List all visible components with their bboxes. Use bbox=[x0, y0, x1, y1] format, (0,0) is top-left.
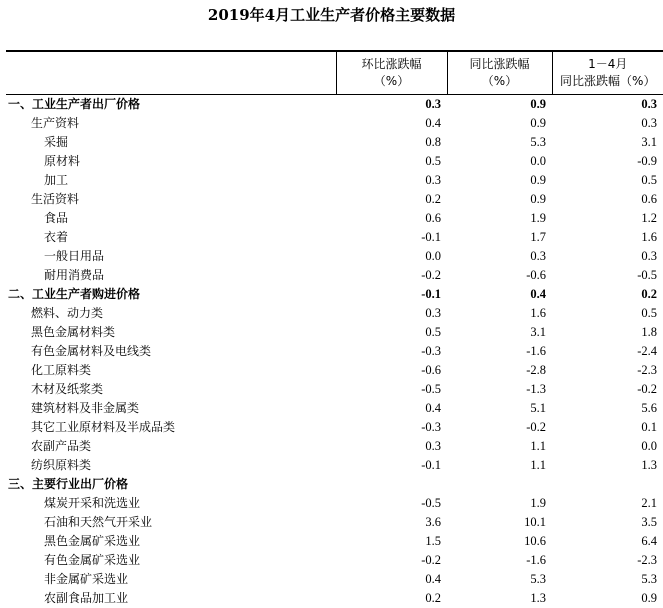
header-mom-line1: 环比涨跌幅 bbox=[361, 57, 422, 71]
header-mom-line2: （%） bbox=[373, 74, 410, 88]
header-ytd bbox=[552, 51, 663, 95]
table-row bbox=[6, 513, 663, 532]
row-mom-value: -0.3 bbox=[421, 420, 441, 434]
table-row bbox=[6, 380, 663, 399]
row-yoy-value: 5.3 bbox=[530, 572, 546, 586]
row-yoy-value: 1.7 bbox=[530, 230, 546, 244]
row-label: 燃料、动力类 bbox=[31, 306, 104, 320]
row-label: 采掘 bbox=[44, 135, 69, 149]
row-mom-value: 0.4 bbox=[425, 116, 441, 130]
header-ytd-line1: 1－4月 bbox=[588, 57, 628, 71]
row-mom-value: 0.5 bbox=[425, 325, 441, 339]
row-mom-value: -0.1 bbox=[421, 230, 441, 244]
row-label: 纺织原料类 bbox=[31, 458, 92, 472]
row-label: 煤炭开采和洗选业 bbox=[44, 496, 141, 510]
row-ytd-value: -0.5 bbox=[637, 268, 657, 282]
table-row bbox=[6, 399, 663, 418]
row-mom-value: 0.3 bbox=[425, 306, 441, 320]
row-label: 原材料 bbox=[44, 154, 81, 168]
row-yoy-value: -0.2 bbox=[526, 420, 546, 434]
row-yoy-value: 0.3 bbox=[530, 249, 546, 263]
table-row bbox=[6, 95, 663, 115]
row-yoy-value bbox=[447, 475, 552, 494]
row-mom-value: 3.6 bbox=[425, 515, 441, 529]
header-yoy-line2: （%） bbox=[481, 74, 518, 88]
row-yoy-value: 1.9 bbox=[530, 211, 546, 225]
row-ytd-value: 6.4 bbox=[641, 534, 657, 548]
row-label: 生产资料 bbox=[31, 116, 80, 130]
row-ytd-value: 0.5 bbox=[641, 306, 657, 320]
header-yoy bbox=[447, 51, 552, 95]
row-mom-value: 0.4 bbox=[425, 572, 441, 586]
row-yoy-value: -1.3 bbox=[526, 382, 546, 396]
table-row bbox=[6, 418, 663, 437]
row-yoy-value: 1.9 bbox=[530, 496, 546, 510]
header-ytd-line2: 同比涨跌幅（%） bbox=[560, 74, 656, 88]
row-label: 食品 bbox=[44, 211, 69, 225]
row-ytd-value: 2.1 bbox=[641, 496, 657, 510]
row-ytd-value: -2.3 bbox=[637, 553, 657, 567]
row-label: 农副产品类 bbox=[31, 439, 92, 453]
row-yoy-value: 3.1 bbox=[530, 325, 546, 339]
row-ytd-value: -2.3 bbox=[637, 363, 657, 377]
table-row bbox=[6, 190, 663, 209]
row-label: 有色金属矿采选业 bbox=[44, 553, 141, 567]
row-ytd-value: 0.3 bbox=[641, 116, 657, 130]
row-mom-value: 0.3 bbox=[425, 97, 441, 111]
table-row bbox=[6, 551, 663, 570]
header-mom bbox=[336, 51, 447, 95]
row-yoy-value: 1.1 bbox=[530, 439, 546, 453]
table-row bbox=[6, 570, 663, 589]
row-ytd-value: 5.3 bbox=[641, 572, 657, 586]
row-mom-value: -0.2 bbox=[421, 553, 441, 567]
row-mom-value: 0.4 bbox=[425, 401, 441, 415]
table-row bbox=[6, 304, 663, 323]
row-mom-value: 1.5 bbox=[425, 534, 441, 548]
row-ytd-value: 0.2 bbox=[641, 287, 657, 301]
row-label: 化工原料类 bbox=[31, 363, 92, 377]
row-ytd-value: 0.3 bbox=[641, 97, 657, 111]
table-row bbox=[6, 247, 663, 266]
row-label: 木材及纸浆类 bbox=[31, 382, 104, 396]
row-label: 耐用消费品 bbox=[44, 268, 105, 282]
row-ytd-value: 0.3 bbox=[641, 249, 657, 263]
table-row bbox=[6, 171, 663, 190]
row-label: 农副食品加工业 bbox=[44, 591, 129, 605]
row-mom-value: -0.6 bbox=[421, 363, 441, 377]
row-yoy-value: 0.9 bbox=[530, 116, 546, 130]
row-ytd-value: 5.6 bbox=[641, 401, 657, 415]
row-label: 其它工业原材料及半成品类 bbox=[31, 420, 176, 434]
table-row bbox=[6, 475, 663, 494]
row-mom-value: -0.1 bbox=[421, 458, 441, 472]
row-label: 三、主要行业出厂价格 bbox=[8, 477, 129, 491]
table-row bbox=[6, 361, 663, 380]
row-ytd-value: -2.4 bbox=[637, 344, 657, 358]
table-row bbox=[6, 494, 663, 513]
row-ytd-value: 0.6 bbox=[641, 192, 657, 206]
row-label: 非金属矿采选业 bbox=[44, 572, 129, 586]
row-mom-value: 0.5 bbox=[425, 154, 441, 168]
row-ytd-value: 1.6 bbox=[641, 230, 657, 244]
row-ytd-value: 0.5 bbox=[641, 173, 657, 187]
row-ytd-value: -0.2 bbox=[637, 382, 657, 396]
table-row bbox=[6, 589, 663, 608]
row-label: 黑色金属材料类 bbox=[31, 325, 116, 339]
row-ytd-value: 0.0 bbox=[641, 439, 657, 453]
table-row bbox=[6, 114, 663, 133]
price-data-table bbox=[6, 50, 663, 608]
table-row bbox=[6, 285, 663, 304]
table-row bbox=[6, 456, 663, 475]
row-yoy-value: 0.9 bbox=[530, 192, 546, 206]
row-ytd-value: 0.1 bbox=[641, 420, 657, 434]
row-label: 衣着 bbox=[44, 230, 69, 244]
row-ytd-value: 3.5 bbox=[641, 515, 657, 529]
table-row bbox=[6, 532, 663, 551]
row-label: 石油和天然气开采业 bbox=[44, 515, 153, 529]
table-row bbox=[6, 342, 663, 361]
row-yoy-value: -2.8 bbox=[526, 363, 546, 377]
row-mom-value: 0.6 bbox=[425, 211, 441, 225]
row-ytd-value: 3.1 bbox=[641, 135, 657, 149]
table-body bbox=[6, 95, 663, 608]
row-label: 加工 bbox=[44, 173, 69, 187]
row-label: 生活资料 bbox=[31, 192, 80, 206]
row-label: 一般日用品 bbox=[44, 249, 105, 263]
table-row bbox=[6, 133, 663, 152]
row-label: 一、工业生产者出厂价格 bbox=[8, 97, 141, 111]
table-row bbox=[6, 323, 663, 342]
row-yoy-value: 1.6 bbox=[530, 306, 546, 320]
row-mom-value: -0.3 bbox=[421, 344, 441, 358]
header-category bbox=[6, 51, 336, 95]
row-mom-value: 0.2 bbox=[425, 192, 441, 206]
row-label: 建筑材料及非金属类 bbox=[31, 401, 140, 415]
row-yoy-value: -0.6 bbox=[526, 268, 546, 282]
row-mom-value: 0.8 bbox=[425, 135, 441, 149]
table-row bbox=[6, 228, 663, 247]
row-mom-value: 0.3 bbox=[425, 439, 441, 453]
table-row bbox=[6, 437, 663, 456]
row-ytd-value: 1.8 bbox=[641, 325, 657, 339]
row-mom-value: -0.5 bbox=[421, 496, 441, 510]
row-mom-value: 0.3 bbox=[425, 173, 441, 187]
row-yoy-value: 10.6 bbox=[524, 534, 546, 548]
row-ytd-value: -0.9 bbox=[637, 154, 657, 168]
row-mom-value: 0.2 bbox=[425, 591, 441, 605]
row-label: 黑色金属矿采选业 bbox=[44, 534, 141, 548]
row-yoy-value: 0.9 bbox=[530, 97, 546, 111]
row-yoy-value: 5.1 bbox=[530, 401, 546, 415]
row-mom-value: -0.2 bbox=[421, 268, 441, 282]
page-title: 2019年4月工业生产者价格主要数据 bbox=[207, 6, 456, 24]
row-mom-value bbox=[336, 475, 447, 494]
row-ytd-value: 1.2 bbox=[641, 211, 657, 225]
row-yoy-value: 1.3 bbox=[530, 591, 546, 605]
row-ytd-value: 0.9 bbox=[641, 591, 657, 605]
table-row bbox=[6, 209, 663, 228]
row-mom-value: 0.0 bbox=[425, 249, 441, 263]
row-yoy-value: 0.0 bbox=[530, 154, 546, 168]
row-ytd-value: 1.3 bbox=[641, 458, 657, 472]
table-row bbox=[6, 266, 663, 285]
row-yoy-value: 5.3 bbox=[530, 135, 546, 149]
row-ytd-value bbox=[552, 475, 663, 494]
row-label: 二、工业生产者购进价格 bbox=[8, 287, 141, 301]
row-yoy-value: -1.6 bbox=[526, 553, 546, 567]
row-yoy-value: 0.4 bbox=[530, 287, 546, 301]
row-mom-value: -0.5 bbox=[421, 382, 441, 396]
row-mom-value: -0.1 bbox=[421, 287, 441, 301]
table-row bbox=[6, 152, 663, 171]
header-yoy-line1: 同比涨跌幅 bbox=[469, 57, 530, 71]
row-yoy-value: 1.1 bbox=[530, 458, 546, 472]
table-header bbox=[6, 51, 663, 95]
row-label: 有色金属材料及电线类 bbox=[31, 344, 152, 358]
row-yoy-value: -1.6 bbox=[526, 344, 546, 358]
row-yoy-value: 0.9 bbox=[530, 173, 546, 187]
row-yoy-value: 10.1 bbox=[524, 515, 546, 529]
